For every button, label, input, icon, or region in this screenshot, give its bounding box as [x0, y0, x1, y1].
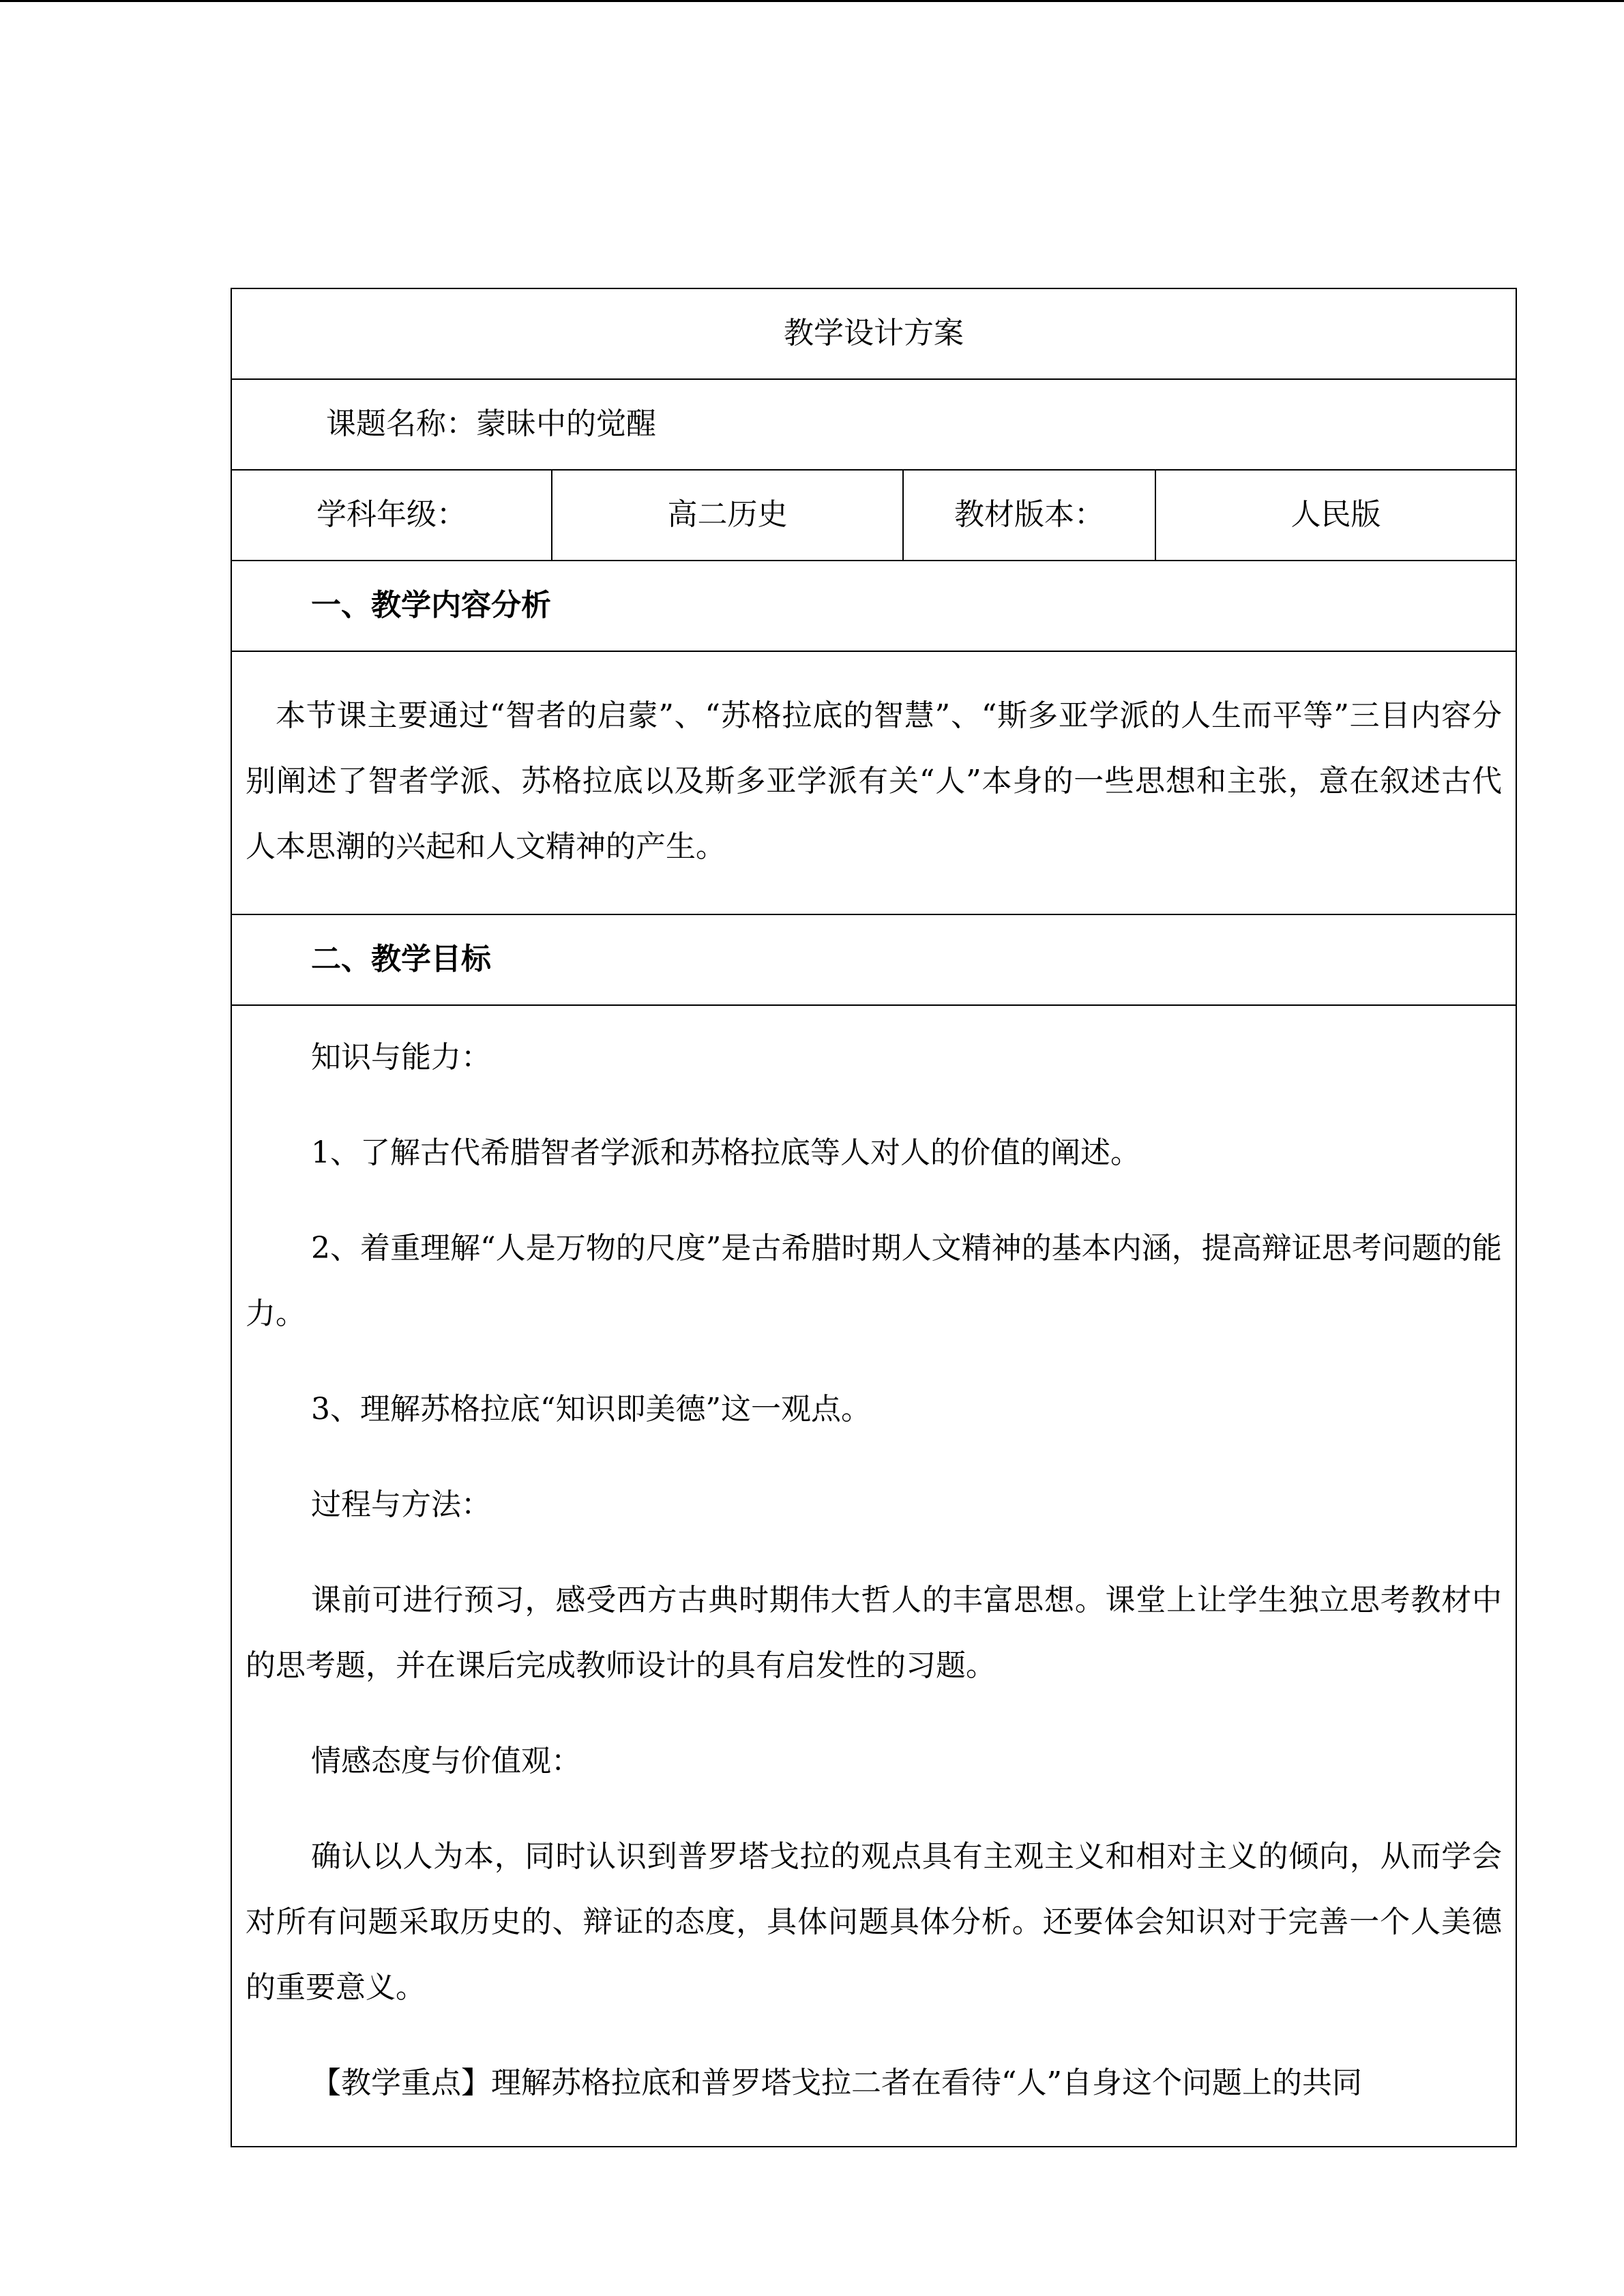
- subject-grade-label: 学科年级：: [231, 470, 552, 561]
- course-name-cell: [231, 379, 1516, 470]
- meta-row: [231, 470, 1516, 561]
- section1-heading: 一、教学内容分析: [231, 561, 1516, 651]
- course-row: [231, 379, 1516, 470]
- textbook-version-label: 教材版本：: [903, 470, 1155, 561]
- knowledge-item-1: 1、了解古代希腊智者学派和苏格拉底等人对人的价值的阐述。: [311, 1135, 1140, 1170]
- emotion-body: 确认以人为本，同时认识到普罗塔戈拉的观点具有主观主义和相对主义的倾向，从而学会对所有问题采取历史的、辩证的态度，具体问题具体分析。还要体会知识对于完善一个人美德的重要意义。: [246, 1839, 1502, 2005]
- process-body: 课前可进行预习，感受西方古典时期伟大哲人的丰富思想。课堂上让学生独立思考教材中的思考题，并在课后完成教师设计的具有启发性的习题。: [246, 1583, 1502, 1683]
- knowledge-item-2: 2、着重理解“人是万物的尺度”是古希腊时期人文精神的基本内涵，提高辩证思考问题的能力。: [246, 1231, 1502, 1331]
- emotion-heading: 情感态度与价值观：: [311, 1744, 581, 1778]
- document-title: 教学设计方案: [231, 288, 1516, 379]
- section1-body-row: [231, 651, 1516, 914]
- section2-body-row: [231, 1005, 1516, 2147]
- title-row: [231, 288, 1516, 379]
- content-analysis-cell: [231, 651, 1516, 914]
- section2-heading: 二、教学目标: [231, 914, 1516, 1005]
- section1-heading-row: [231, 561, 1516, 651]
- textbook-version-value: 人民版: [1155, 470, 1516, 561]
- key-point-paragraph: [246, 2051, 1502, 2116]
- lesson-plan-table: [231, 288, 1517, 2147]
- page-top-border: [0, 0, 1624, 2]
- section2-heading-row: [231, 914, 1516, 1005]
- course-name-value: 蒙昧中的觉醒: [476, 406, 656, 442]
- objectives-cell: [231, 1005, 1516, 2147]
- process-heading: 过程与方法：: [311, 1487, 491, 1522]
- key-point-body: 理解苏格拉底和普罗塔戈拉二者在看待“人”自身这个问题上的共同: [491, 2066, 1362, 2100]
- knowledge-item-3: 3、理解苏格拉底“知识即美德”这一观点。: [311, 1392, 871, 1427]
- content-analysis-text: 本节课主要通过“智者的启蒙”、“苏格拉底的智慧”、“斯多亚学派的人生而平等”三目内容分别阐述了智者学派、苏格拉底以及斯多亚学派有关“人”本身的一些思想和主张，意在叙述古代人本思潮的兴起和人文精神的产生。: [246, 698, 1502, 864]
- subject-grade-value: 高二历史: [552, 470, 903, 561]
- key-point-label: 【教学重点】: [311, 2066, 491, 2100]
- knowledge-heading: 知识与能力：: [311, 1040, 491, 1075]
- course-name-label: 课题名称：: [326, 406, 476, 442]
